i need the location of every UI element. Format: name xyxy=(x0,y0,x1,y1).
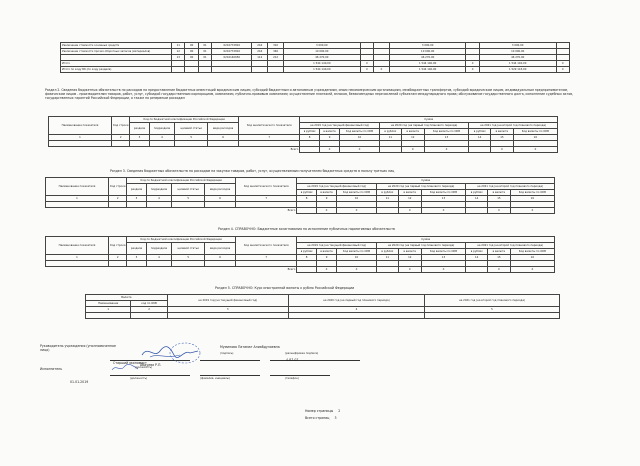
executor-sub-name: (фамилия, инициалы) xyxy=(200,377,230,380)
table-cell: X xyxy=(316,267,336,273)
table-cell xyxy=(379,147,401,153)
table-cell: 212 xyxy=(268,55,284,61)
hdr-razdel: раздела xyxy=(127,184,146,196)
column-number: 16 xyxy=(510,255,554,261)
column-number: 9 xyxy=(316,255,336,261)
column-number: 3 xyxy=(127,196,146,202)
hdr-code-val: Код валюты по ОКВ xyxy=(421,249,466,255)
hdr-target: целевой статьи xyxy=(175,123,208,135)
section5-title: Раздел 5. СПРАВОЧНО: Курс иностранной валюты к рублю Российской Федерации xyxy=(215,286,355,290)
page-number-value: 2 xyxy=(338,409,341,413)
column-number: 3 xyxy=(127,255,146,261)
hdr-code-val: Код валюты по ОКВ xyxy=(424,129,469,135)
hdr-in-rub: в рублях xyxy=(376,190,398,196)
column-number: 13 xyxy=(421,255,466,261)
table-cell: 3 000,00 xyxy=(479,43,556,49)
head-sub-name: (расшифровка подписи) xyxy=(285,352,319,355)
table-cell: X xyxy=(421,267,466,273)
table-cell: X xyxy=(337,267,377,273)
table-cell: X xyxy=(466,67,479,73)
table-cell: X xyxy=(510,267,554,273)
column-number: 9 xyxy=(319,135,339,141)
column-number: 15 xyxy=(488,255,511,261)
total-label: Всего xyxy=(287,268,296,272)
total-label: Всего xyxy=(290,148,299,152)
hdr-sum: Сумма xyxy=(300,117,558,123)
hdr-analytic: Код аналитического показателя xyxy=(239,117,300,135)
table-cell xyxy=(376,267,398,273)
table-cell: X xyxy=(424,147,469,153)
page-number xyxy=(305,410,340,414)
column-number: 2 xyxy=(112,135,130,141)
column-number: 9 xyxy=(316,196,336,202)
column-number: 15 xyxy=(488,196,511,202)
column-number: 2 xyxy=(131,307,167,313)
hdr-2019: на 2019 год (на текущий финансовый год) xyxy=(297,184,376,190)
column-number: 14 xyxy=(466,196,488,202)
total-pages-value: 3 xyxy=(334,416,337,420)
table-cell: 01 xyxy=(198,49,211,55)
head-name: Муминова Патимат Алиабдулаевна xyxy=(220,345,280,349)
table-cell xyxy=(268,67,284,73)
hdr-in-rub: в рублях xyxy=(300,129,320,135)
section2-table xyxy=(48,116,558,153)
column-number: 13 xyxy=(424,135,469,141)
column-number: 1 xyxy=(86,307,131,313)
column-number: 11 xyxy=(379,135,401,141)
hdr-name: Наименование показателя xyxy=(46,178,109,196)
table-cell: X xyxy=(488,208,511,214)
section4-title: Раздел 4. СПРАВОЧНО: Бюджетные ассигнования на исполнение публичных нормативных обязательств xyxy=(218,227,395,231)
column-number: 8 xyxy=(297,196,317,202)
table-cell xyxy=(466,208,488,214)
column-number: 14 xyxy=(469,135,491,141)
table-cell: X xyxy=(510,208,554,214)
hdr-code-row: Код строки xyxy=(109,237,127,255)
hdr-bk: Код по бюджетной классификации Российской Федерации xyxy=(127,237,236,243)
table-cell: Итого по коду БК (по коду раздела) xyxy=(61,67,172,73)
hdr-podrazdel: подраздела xyxy=(146,184,172,196)
column-number: 16 xyxy=(510,196,554,202)
table-cell: 112 xyxy=(252,55,268,61)
table-cell: X xyxy=(374,67,390,73)
column-number: 15 xyxy=(491,135,514,141)
hdr-2021: на 2021 год (на второй год планового периода) xyxy=(469,123,558,129)
table-cell: X xyxy=(488,267,511,273)
table-cell: X xyxy=(401,147,424,153)
hdr-vid: вида расходов xyxy=(205,184,236,196)
column-number: 14 xyxy=(466,255,488,261)
table-cell: X xyxy=(316,208,336,214)
table-cell xyxy=(167,313,288,319)
table-cell: 10 000,00 xyxy=(389,49,466,55)
column-number: 6 xyxy=(205,196,236,202)
executor-label: Исполнитель xyxy=(40,367,63,371)
hdr-in-val: в валюте xyxy=(398,249,421,255)
table-cell: 1 544 140,00 xyxy=(283,61,360,67)
executor-name: Абдуева Р.П. xyxy=(140,363,162,367)
table-cell: 46 270,00 xyxy=(283,55,360,61)
hdr-razdel: раздела xyxy=(130,123,149,135)
table-cell xyxy=(86,313,131,319)
table-cell xyxy=(185,67,198,73)
column-number: 10 xyxy=(340,135,380,141)
hdr-podrazdel: подраздела xyxy=(149,123,175,135)
table-cell xyxy=(376,208,398,214)
table-cell: 0210140650 xyxy=(212,55,252,61)
column-number: 13 xyxy=(421,196,466,202)
column-number: 4 xyxy=(288,307,424,313)
hdr-code-val: Код валюты по ОКВ xyxy=(510,249,554,255)
table-cell: 310 xyxy=(268,43,284,49)
table-cell xyxy=(131,313,167,319)
total-label: Всего xyxy=(287,209,296,213)
table-cell: 1 544 140,00 xyxy=(283,67,360,73)
table-cell xyxy=(469,147,491,153)
hdr-analytic: Код аналитического показателя xyxy=(236,237,297,255)
head-label: Руководитель учреждения (уполномоченное лицо) xyxy=(40,344,116,352)
column-number: 6 xyxy=(205,255,236,261)
table-cell: 3 000,00 xyxy=(389,43,466,49)
hdr-2019: на 2019 год (на текущий финансовый год) xyxy=(297,243,376,249)
hdr-vid: вида расходов xyxy=(208,123,239,135)
hdr-sum: Сумма xyxy=(297,178,555,184)
hdr-code-val: Код валюты по ОКВ xyxy=(510,190,554,196)
table-cell xyxy=(425,313,560,319)
table-cell: 0210772810 xyxy=(212,49,252,55)
hdr-code-row: Код строки xyxy=(112,117,130,135)
section5-table xyxy=(85,294,560,319)
column-number: 12 xyxy=(401,135,424,141)
hdr-target: целевой статьи xyxy=(172,243,205,255)
head-sub-position: (должность) xyxy=(135,366,153,369)
section2-title: Раздел 2. Сведения бюджетных обязательств по расходам на предоставление бюджетных инвестиций юридическим лицам, субсидий бюджетным и автономным учреждениям, иным некоммерческим организациям, межбюджетных трансфертов, субсидий юридическим лицам, индивидуальным предпринимателям, физическим лицам - производителям товаров, работ, услуг, субсидий государственным корпорациям, компаниям, публично-правовым компаниям; осуществление платежей, взносов, безвозмездных перечислений субъектам международного права; обслуживание государственного долга, исполнение судебных актов, государственных гарантий Российской Федерации, а также по резервным расходам xyxy=(45,88,574,100)
table-cell: X xyxy=(360,67,373,73)
hdr-code-val: Код валюты по ОКВ xyxy=(337,249,377,255)
hdr-in-rub: в рублях xyxy=(466,249,488,255)
column-number: 11 xyxy=(376,255,398,261)
hdr-in-rub: в рублях xyxy=(297,190,317,196)
table-cell: 3 000,00 xyxy=(283,43,360,49)
table-cell: 13 xyxy=(172,55,185,61)
table-cell: 01 xyxy=(198,43,211,49)
table-cell: 244 xyxy=(252,43,268,49)
column-number: 2 xyxy=(109,255,127,261)
table-cell: X xyxy=(556,67,569,73)
hdr-currency: Валюта xyxy=(86,295,168,301)
table-cell: X xyxy=(398,208,421,214)
column-number: 5 xyxy=(425,307,560,313)
column-number: 4 xyxy=(146,196,172,202)
section3-table xyxy=(45,177,555,214)
hdr-in-rub: в рублях xyxy=(297,249,317,255)
head-sub-signature: (подпись) xyxy=(220,352,234,355)
column-number: 12 xyxy=(398,196,421,202)
table-cell xyxy=(300,147,320,153)
hdr-s5-okv: код по ОКВ xyxy=(131,301,167,307)
hdr-in-rub: в рублях xyxy=(469,129,491,135)
table-cell: X xyxy=(491,147,514,153)
table-cell: 346 xyxy=(268,49,284,55)
hdr-sum: Сумма xyxy=(297,237,555,243)
hdr-in-val: в валюте xyxy=(398,190,421,196)
hdr-in-val: в валюте xyxy=(491,129,514,135)
column-number: 5 xyxy=(172,196,205,202)
head-position: Старший экономист xyxy=(113,361,147,365)
table-cell: 1 544 140,00 xyxy=(479,61,556,67)
hdr-in-val: в валюте xyxy=(316,249,336,255)
table-cell: 01 xyxy=(198,55,211,61)
hdr-in-rub: в рублях xyxy=(466,190,488,196)
total-row xyxy=(46,208,555,214)
table-cell: 12 xyxy=(172,49,185,55)
hdr-vid: вида расходов xyxy=(205,243,236,255)
column-number: 2 xyxy=(109,196,127,202)
table-cell: 46 270,00 xyxy=(479,55,556,61)
hdr-2020: на 2020 год (на первый год планового периода) xyxy=(376,184,465,190)
stamp-mark xyxy=(168,341,202,365)
executor-sub-phone: (телефон) xyxy=(285,377,299,380)
hdr-in-val: в валюте xyxy=(316,190,336,196)
table-cell: 11 xyxy=(172,43,185,49)
hdr-in-val: в валюте xyxy=(401,129,424,135)
column-number: 16 xyxy=(513,135,557,141)
table-row xyxy=(61,67,570,73)
section4-table xyxy=(45,236,555,273)
column-number: 11 xyxy=(376,196,398,202)
column-number: 3 xyxy=(167,307,288,313)
hdr-in-val: в валюте xyxy=(488,249,511,255)
executor-sub-position: (должность) xyxy=(130,377,148,380)
table-cell: 00 xyxy=(185,55,198,61)
table-cell: 1 544 140,00 xyxy=(389,67,466,73)
table-cell: 46 270,00 xyxy=(389,55,466,61)
column-number: 10 xyxy=(337,255,377,261)
table-cell xyxy=(252,67,268,73)
column-number: 6 xyxy=(208,135,239,141)
hdr-s5-2021: на 2021 год (на второй год планового периода) xyxy=(425,295,560,307)
hdr-bk: Код по бюджетной классификации Российской Федерации xyxy=(130,117,239,123)
table-cell xyxy=(297,208,317,214)
table-cell: X xyxy=(340,147,380,153)
table-cell: X xyxy=(319,147,339,153)
document-date: 01.01.2019 xyxy=(70,380,89,384)
column-number: 7 xyxy=(236,255,297,261)
hdr-2019: на 2019 год (на текущий финансовый год) xyxy=(300,123,379,129)
column-number: 4 xyxy=(146,255,172,261)
table-cell xyxy=(288,313,424,319)
table-cell xyxy=(212,67,252,73)
table-cell: X xyxy=(556,61,569,67)
table-cell: 10 000,00 xyxy=(283,49,360,55)
column-number: 8 xyxy=(300,135,320,141)
table-cell: X xyxy=(513,147,557,153)
table-cell xyxy=(466,267,488,273)
hdr-s5-2019: на 2019 год (на текущий финансовый год) xyxy=(167,295,288,307)
column-number: 8 xyxy=(297,255,317,261)
hdr-in-rub: в рублях xyxy=(376,249,398,255)
hdr-podrazdel: подраздела xyxy=(146,243,172,255)
hdr-name: Наименование показателя xyxy=(49,117,112,135)
hdr-s5-2020: на 2020 год (на первый год планового периода) xyxy=(288,295,424,307)
column-number: 4 xyxy=(149,135,175,141)
table-cell xyxy=(297,267,317,273)
table-cell: 244 xyxy=(252,49,268,55)
page-number-label: Номер страницы xyxy=(305,409,334,413)
hdr-code-val: Код валюты по ОКВ xyxy=(337,190,377,196)
hdr-s5-name: Наименование xyxy=(86,301,131,307)
hdr-bk: Код по бюджетной классификации Российской Федерации xyxy=(127,178,236,184)
column-number: 7 xyxy=(239,135,300,141)
hdr-code-val: Код валюты по ОКВ xyxy=(340,129,380,135)
column-number: 1 xyxy=(46,196,109,202)
hdr-code-val: Код валюты по ОКВ xyxy=(513,129,557,135)
table-cell: 0210772810 xyxy=(212,43,252,49)
table-cell: 00 xyxy=(185,43,198,49)
table-cell: X xyxy=(421,208,466,214)
table-cell: 00 xyxy=(185,49,198,55)
hdr-in-val: в валюте xyxy=(319,129,339,135)
table-cell: 1 529 143,00 xyxy=(479,67,556,73)
column-number: 5 xyxy=(172,255,205,261)
hdr-2020: на 2020 год (на первый год планового периода) xyxy=(376,243,465,249)
table-cell: X xyxy=(337,208,377,214)
hdr-analytic: Код аналитического показателя xyxy=(236,178,297,196)
hdr-razdel: раздела xyxy=(127,243,146,255)
table-cell: 10 000,00 xyxy=(479,49,556,55)
column-number: 5 xyxy=(175,135,208,141)
column-number: 12 xyxy=(398,255,421,261)
table-cell: X xyxy=(360,61,373,67)
top-table xyxy=(60,42,570,73)
table-cell: 1 544 140,00 xyxy=(389,61,466,67)
table-cell xyxy=(198,67,211,73)
table-cell: X xyxy=(466,61,479,67)
column-number: 7 xyxy=(236,196,297,202)
total-row xyxy=(46,267,555,273)
hdr-2020: на 2020 год (на первый год планового периода) xyxy=(379,123,468,129)
column-number: 3 xyxy=(130,135,149,141)
total-pages-label: Всего страниц xyxy=(305,416,330,420)
total-pages xyxy=(305,417,337,421)
column-number: 1 xyxy=(49,135,112,141)
total-row xyxy=(49,147,558,153)
table-cell: Увеличение стоимости основных средств xyxy=(61,43,172,49)
table-cell xyxy=(172,67,185,73)
hdr-code-row: Код строки xyxy=(109,178,127,196)
section3-title: Раздел 3. Сведения бюджетных обязательств по расходам на закупки товаров, работ, услуг, осуществляемым получателем бюджетных средств в пользу третьих лиц xyxy=(110,169,395,173)
column-number: 1 xyxy=(46,255,109,261)
hdr-code-val: Код валюты по ОКВ xyxy=(421,190,466,196)
hdr-2021: на 2021 год (на второй год планового периода) xyxy=(466,184,555,190)
hdr-in-val: в валюте xyxy=(488,190,511,196)
hdr-target: целевой статьи xyxy=(172,184,205,196)
hdr-2021: на 2021 год (на второй год планового периода) xyxy=(466,243,555,249)
hdr-name: Наименование показателя xyxy=(46,237,109,255)
executor-signature xyxy=(110,362,140,374)
table-cell: Увеличение стоимости прочих оборотных запасов (материалов) xyxy=(61,49,172,55)
table-cell: X xyxy=(398,267,421,273)
table-cell: Итого xyxy=(61,61,172,67)
column-number: 10 xyxy=(337,196,377,202)
executor-phone: 4-87-07 xyxy=(286,358,299,362)
hdr-in-rub: в рублях xyxy=(379,129,401,135)
